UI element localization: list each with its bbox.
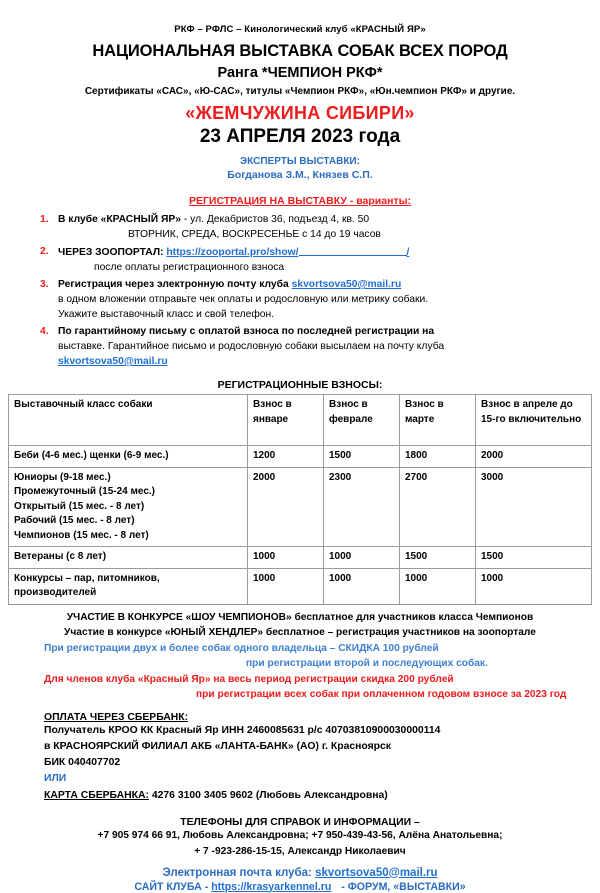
- phones-line-2: + 7 -923-286-15-15, Александр Николаевич: [194, 845, 406, 857]
- club-email-link[interactable]: skvortsova50@mail.ru: [291, 279, 402, 290]
- fee-class-intermediate: Промежуточный (15-24 мес.): [14, 486, 155, 497]
- club-address-strong: В клубе «КРАСНЫЙ ЯР»: [58, 214, 182, 225]
- list-number: 2.: [40, 246, 49, 257]
- club-hours: ВТОРНИК, СРЕДА, ВОСКРЕСЕНЬЕ с 14 до 19 часов: [128, 229, 381, 240]
- guarantee-letter-text: По гарантийному письму с оплатой взноса по последней регистрации на: [58, 326, 435, 337]
- fee-class-contests-line2: производителей: [14, 587, 97, 598]
- note-discount-members: Для членов клуба «Красный Яр» на весь период регистрации скидка 200 рублей: [44, 673, 454, 685]
- payment-heading: ОПЛАТА ЧЕРЕЗ СБЕРБАНК:: [44, 711, 189, 723]
- fees-table: [8, 394, 592, 605]
- note-discount-members-cont: при регистрации всех собак при оплаченном годовом взносе за 2023 год: [196, 689, 567, 700]
- zooportal-note: после оплаты регистрационного взноса: [94, 262, 285, 273]
- fee-veteran-february: 1000: [324, 547, 400, 569]
- fee-class-contests-line1: Конкурсы – пар, питомников,: [14, 572, 160, 584]
- fee-class-baby: Беби (4-6 мес.) щенки (6-9 мес.): [9, 446, 248, 468]
- list-number: 3.: [40, 279, 49, 290]
- phones-heading: ТЕЛЕФОНЫ ДЛЯ СПРАВОК И ИНФОРМАЦИИ –: [180, 816, 420, 828]
- payment-card-label: КАРТА СБЕРБАНКА:: [44, 789, 149, 801]
- note-discount-two-dogs-cont: при регистрации второй и последующих собак.: [246, 658, 488, 669]
- rank-line: Ранга *ЧЕМПИОН РКФ*: [217, 65, 383, 81]
- club-site-label: САЙТ КЛУБА -: [134, 880, 209, 893]
- table-row: [9, 568, 592, 604]
- page-title: НАЦИОНАЛЬНАЯ ВЫСТАВКА СОБАК ВСЕХ ПОРОД: [92, 42, 508, 60]
- fees-title: РЕГИСТРАЦИОННЫЕ ВЗНОСЫ:: [217, 379, 383, 391]
- fee-group-january: 2000: [248, 467, 324, 547]
- fee-contests-february: 1000: [324, 568, 400, 604]
- registration-option-3: [0, 277, 600, 322]
- fee-class-veteran: Ветераны (с 8 лет): [9, 547, 248, 569]
- fee-contests-april: 1000: [476, 568, 592, 604]
- note-show-champions: УЧАСТИЕ В КОНКУРСЕ «ШОУ ЧЕМПИОНОВ» бесплатное для участников класса Чемпионов: [66, 611, 534, 623]
- fee-veteran-january: 1000: [248, 547, 324, 569]
- club-address-rest: - ул. Декабристов 36, подъезд 4, кв. 50: [181, 214, 370, 225]
- fee-class-working: Рабочий (15 мес. - 8 лет): [14, 515, 135, 526]
- column-header-april: Взнос в апреле до 15-го включительно: [476, 395, 592, 446]
- zooportal-link-tail: /: [406, 247, 410, 258]
- registration-heading: РЕГИСТРАЦИЯ НА ВЫСТАВКУ - варианты:: [188, 195, 412, 207]
- show-name: «ЖЕМЧУЖИНА СИБИРИ»: [185, 103, 415, 123]
- phones-line-1: +7 905 974 66 91, Любовь Александровна; +7 950-439-43-56, Алёна Анатольевна;: [97, 829, 503, 841]
- column-header-class: Выставочный класс собаки: [9, 395, 248, 446]
- fee-baby-january: 1200: [248, 446, 324, 468]
- club-site-tail: - ФОРУМ, «ВЫСТАВКИ»: [341, 880, 466, 893]
- experts-names: Богданова З.М., Князев С.П.: [227, 169, 373, 181]
- document-page: [0, 24, 600, 893]
- club-email-link-3[interactable]: skvortsova50@mail.ru: [315, 866, 438, 879]
- note-discount-two-dogs: При регистрации двух и более собак одного владельца – СКИДКА 100 рублей: [44, 642, 439, 654]
- table-row: [9, 547, 592, 569]
- club-email-label: Электронная почта клуба:: [162, 866, 312, 879]
- fee-baby-march: 1800: [400, 446, 476, 468]
- fee-class-group: [9, 467, 248, 547]
- registration-options-list: [0, 212, 600, 369]
- experts-label: ЭКСПЕРТЫ ВЫСТАВКИ:: [240, 156, 360, 167]
- fee-group-april: 3000: [476, 467, 592, 547]
- club-email-line: [0, 867, 600, 879]
- payment-card: [0, 787, 600, 804]
- fee-veteran-april: 1500: [476, 547, 592, 569]
- club-site-link[interactable]: https://krasyarkennel.ru: [211, 880, 332, 893]
- fee-class-champion: Чемпионов (15 мес. - 8 лет): [14, 529, 149, 541]
- club-email-link-2[interactable]: skvortsova50@mail.ru: [58, 356, 168, 367]
- guarantee-letter-note: выставке. Гарантийное письмо и родословную собаки высылаем на почту клуба: [58, 341, 445, 352]
- column-header-march: Взнос в марте: [400, 395, 476, 446]
- fee-baby-february: 1500: [324, 446, 400, 468]
- list-number: 4.: [40, 326, 49, 337]
- email-registration-note-1: в одном вложении отправьте чек оплаты и родословную или метрику собаки.: [58, 294, 429, 305]
- fee-baby-april: 2000: [476, 446, 592, 468]
- column-header-january: Взнос в январе: [248, 395, 324, 446]
- payment-bik: БИК 040407702: [44, 756, 121, 768]
- fee-contests-march: 1000: [400, 568, 476, 604]
- registration-option-4: [0, 324, 600, 369]
- table-header-row: [9, 395, 592, 446]
- list-number: 1.: [40, 214, 49, 225]
- fee-class-junior: Юниоры (9-18 мес.): [14, 471, 111, 483]
- organization-line: РКФ – РФЛС – Кинологический клуб «КРАСНЫЙ ЯР»: [174, 24, 426, 35]
- certificates-line: Сертификаты «САС», «Ю-САС», титулы «Чемпион РКФ», «Юн.чемпион РКФ» и другие.: [84, 86, 516, 97]
- table-row: [9, 467, 592, 547]
- payment-recipient: Получатель КРОО КК Красный Яр ИНН 2460085631 р/с 40703810900030000114: [44, 724, 441, 736]
- show-date: 23 АПРЕЛЯ 2023 года: [199, 126, 401, 147]
- email-registration-text: Регистрация через электронную почту клуба: [58, 279, 289, 290]
- zooportal-label: ЧЕРЕЗ ЗООПОРТАЛ:: [58, 247, 164, 258]
- email-registration-note-2: Укажите выставочный класс и свой телефон.: [58, 309, 275, 320]
- fee-group-february: 2300: [324, 467, 400, 547]
- payment-card-value: 4276 3100 3405 9602 (Любовь Александровна): [151, 789, 388, 801]
- fee-contests-january: 1000: [248, 568, 324, 604]
- fee-veteran-march: 1500: [400, 547, 476, 569]
- notes-block: [0, 610, 600, 703]
- zooportal-link[interactable]: https://zooportal.pro/show/: [166, 247, 299, 258]
- registration-option-1: [0, 212, 600, 242]
- zooportal-blank-field[interactable]: [299, 244, 407, 256]
- table-row: [9, 446, 592, 468]
- payment-bank: в КРАСНОЯРСКИЙ ФИЛИАЛ АКБ «ЛАНТА-БАНК» (АО) г. Красноярск: [44, 740, 392, 752]
- fee-group-march: 2700: [400, 467, 476, 547]
- club-site-line: [0, 881, 600, 893]
- registration-option-2: [0, 244, 600, 275]
- fee-class-contests: [9, 568, 248, 604]
- payment-or: ИЛИ: [44, 772, 67, 784]
- column-header-february: Взнос в феврале: [324, 395, 400, 446]
- note-junior-handler: Участие в конкурсе «ЮНЫЙ ХЕНДЛЕР» бесплатное – регистрация участников на зоопортале: [64, 627, 536, 638]
- fee-class-open: Открытый (15 мес. - 8 лет): [14, 500, 145, 512]
